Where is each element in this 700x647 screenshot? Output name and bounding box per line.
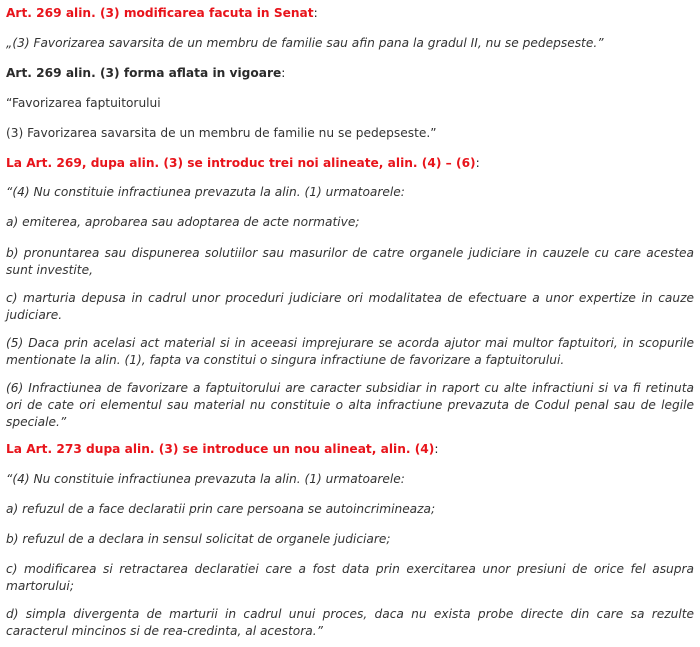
section-heading-text: La Art. 273 dupa alin. (3) se introduce un nou alineat, alin. (4) (6, 442, 435, 456)
section-heading-text: La Art. 269, dupa alin. (3) se introduc trei noi alineate, alin. (4) – (6) (6, 156, 476, 170)
paragraph: (5) Daca prin acelasi act material si in aceeasi imprejurare se acorda ajutor mai multor faptuitori, in scopurile mentionate la alin. (1), fapta va constitui o singura infractiune de favorizare a faptuitorului. (6, 336, 694, 367)
paragraph: d) simpla divergenta de marturii in cadrul unui proces, daca nu exista probe directe din care sa rezulte caracterul mincinos si de rea-credinta, al acestora.” (6, 607, 694, 638)
paragraph: b) refuzul de a declara in sensul solicitat de organele judiciare; (6, 532, 391, 546)
paragraph: a) emiterea, aprobarea sau adoptarea de acte normative; (6, 215, 360, 229)
heading-colon: : (434, 442, 439, 456)
section-heading-text: Art. 269 alin. (3) forma aflata in vigoare (6, 66, 282, 80)
paragraph: “(4) Nu constituie infractiunea prevazuta la alin. (1) urmatoarele: (6, 472, 405, 486)
paragraph: “(4) Nu constituie infractiunea prevazuta la alin. (1) urmatoarele: (6, 185, 405, 199)
heading-colon: : (281, 66, 286, 80)
paragraph: c) marturia depusa in cadrul unor proceduri judiciare ori modalitatea de efectuare a unor expertize in cauze judiciare. (6, 291, 694, 322)
section-heading-text: Art. 269 alin. (3) modificarea facuta in Senat (6, 6, 314, 20)
paragraph: (3) Favorizarea savarsita de un membru de familie nu se pedepseste.” (6, 126, 437, 140)
section-heading (6, 65, 694, 82)
paragraph: “Favorizarea faptuitorului (6, 96, 161, 110)
heading-colon: : (313, 6, 318, 20)
paragraph: b) pronuntarea sau dispunerea solutiilor sau masurilor de catre organele judiciare in cauzele cu care acestea sunt investite, (6, 246, 694, 277)
section-heading (6, 155, 694, 172)
paragraph: a) refuzul de a face declaratii prin care persoana se autoincrimineaza; (6, 502, 436, 516)
paragraph: „(3) Favorizarea savarsita de un membru de familie sau afin pana la gradul II, nu se pedepseste.” (6, 36, 604, 50)
section-heading (6, 5, 694, 22)
paragraph: (6) Infractiunea de favorizare a faptuitorului are caracter subsidiar in raport cu alte infractiuni si va fi retinuta ori de cate ori elementul sau material nu constituie o alta infractiune prevazuta de Codul penal sau de legile speciale.” (6, 381, 694, 429)
heading-colon: : (475, 156, 480, 170)
paragraph: c) modificarea si retractarea declaratiei care a fost data prin exercitarea unor presiuni de orice fel asupra martorului; (6, 562, 694, 593)
section-heading (6, 441, 694, 458)
